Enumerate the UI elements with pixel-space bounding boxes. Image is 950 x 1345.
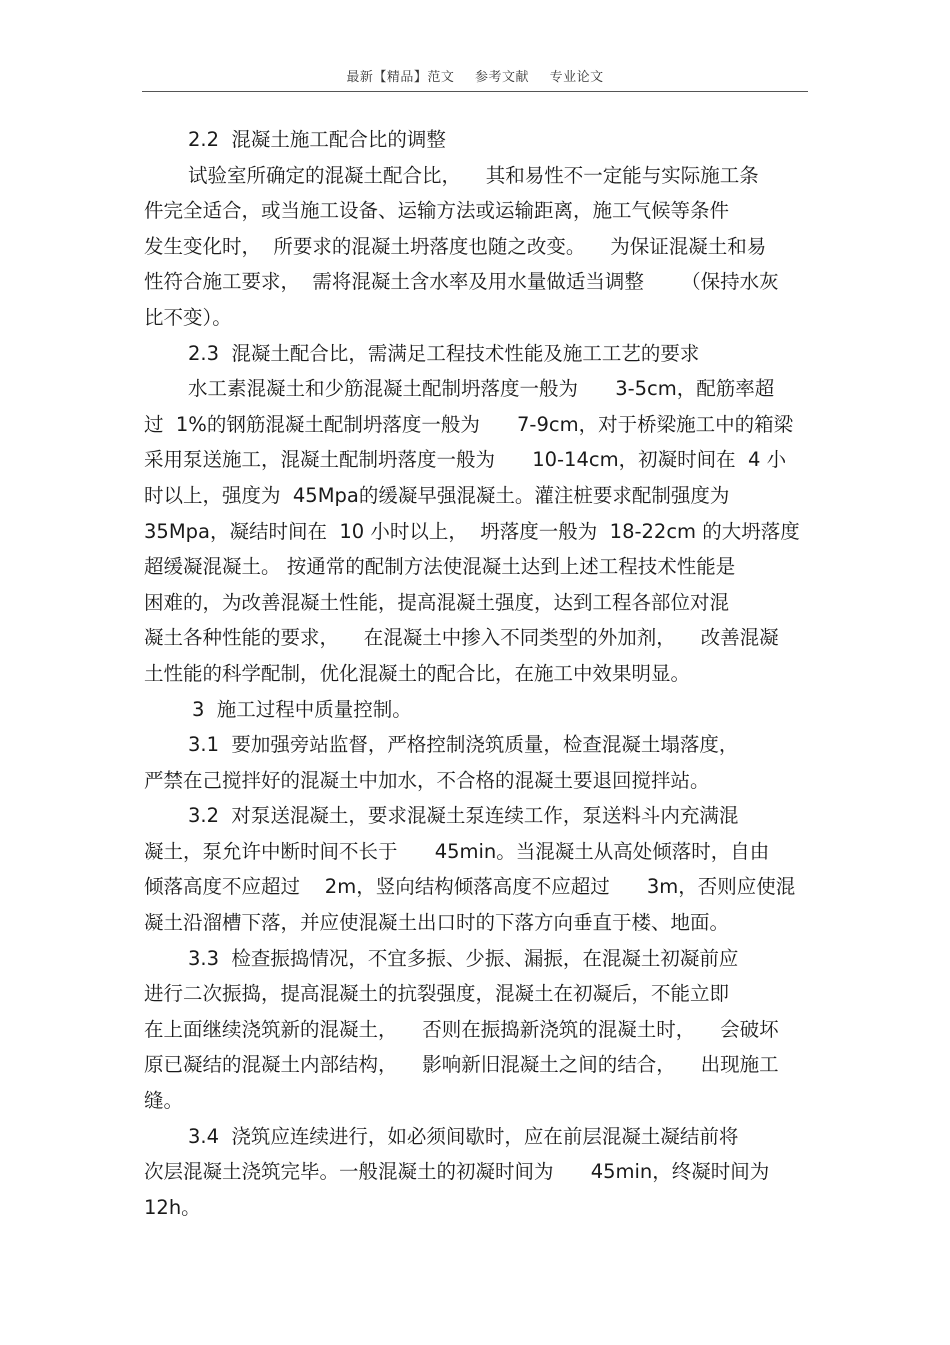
text-line: 凝土沿溜槽下落，并应使混凝土出口时的下落方向垂直于楼、地面。	[144, 911, 730, 935]
text-line: 原已凝结的混凝土内部结构， 影响新旧混凝土之间的结合， 出现施工	[144, 1053, 779, 1077]
text-line: 凝土各种性能的要求， 在混凝土中掺入不同类型的外加剂， 改善混凝	[144, 626, 779, 650]
text-line: 时以上，强度为 45Mpa的缓凝早强混凝土。灌注桩要求配制强度为	[144, 483, 730, 507]
text-line: 凝土，泵允许中断时间不长于 45min。当混凝土从高处倾落时，自由	[144, 839, 770, 863]
text-line: 件完全适合，或当施工设备、运输方法或运输距离，施工气候等条件	[144, 199, 730, 223]
text-line: 试验室所确定的混凝土配合比， 其和易性不一定能与实际施工条	[188, 163, 759, 187]
header-item-lunwen: 专业论文	[549, 70, 604, 85]
text-line: 进行二次振捣，提高混凝土的抗裂强度，混凝土在初凝后，不能立即	[144, 982, 730, 1006]
text-line: 土性能的科学配制，优化混凝土的配合比，在施工中效果明显。	[144, 661, 691, 685]
text-line: 采用泵送施工，混凝土配制坍落度一般为 10-14cm，初凝时间在 4 小	[144, 448, 787, 472]
header-item-fanwen: 最新【精品】范文	[346, 70, 455, 85]
text-line: 3.4 浇筑应连续进行，如必须间歇时，应在前层混凝土凝结前将	[188, 1124, 739, 1148]
text-line: 严禁在己搅拌好的混凝土中加水，不合格的混凝土要退回搅拌站。	[144, 768, 710, 792]
page-header	[0, 66, 950, 85]
text-line: 2.3 混凝土配合比，需满足工程技术性能及施工工艺的要求	[188, 341, 700, 365]
text-line: 35Mpa，凝结时间在 10 小时以上， 坍落度一般为 18-22cm 的大坍落度	[144, 519, 800, 543]
text-line: 在上面继续浇筑新的混凝土， 否则在振捣新浇筑的混凝土时， 会破坏	[144, 1017, 779, 1041]
document-body	[144, 122, 808, 1225]
text-line: 发生变化时， 所要求的混凝土坍落度也随之改变。 为保证混凝土和易	[144, 234, 767, 258]
text-line: 3.2 对泵送混凝土，要求混凝土泵连续工作，泵送料斗内充满混	[188, 804, 739, 828]
text-line: 3 施工过程中质量控制。	[192, 697, 412, 721]
text-line: 困难的，为改善混凝土性能，提高混凝土强度，达到工程各部位对混	[144, 590, 730, 614]
text-line: 过 1%的钢筋混凝土配制坍落度一般为 7-9cm，对于桥梁施工中的箱梁	[144, 412, 794, 436]
text-line: 3.1 要加强旁站监督，严格控制浇筑质量，检查混凝土塌落度，	[188, 733, 739, 757]
text-line: 2.2 混凝土施工配合比的调整	[188, 128, 446, 151]
header-item-cankao: 参考文献	[474, 70, 529, 85]
text-line: 次层混凝土浇筑完毕。一般混凝土的初凝时间为 45min，终凝时间为	[144, 1160, 770, 1184]
text-line: 水工素混凝土和少筋混凝土配制坍落度一般为 3-5cm，配筋率超	[188, 377, 775, 401]
header-rule	[142, 91, 808, 92]
text-line: 12h。	[144, 1195, 201, 1219]
text-line: 比不变）。	[144, 305, 232, 329]
text-line: 超缓凝混凝土。 按通常的配制方法使混凝土达到上述工程技术性能是	[144, 555, 736, 579]
text-line: 缝。	[144, 1089, 184, 1113]
text-line: 性符合施工要求， 需将混凝土含水率及用水量做适当调整 （保持水灰	[144, 270, 779, 294]
text-line: 3.3 检查振捣情况，不宜多振、少振、漏振，在混凝土初凝前应	[188, 946, 739, 970]
text-line: 倾落高度不应超过 2m，竖向结构倾落高度不应超过 3m，否则应使混	[144, 875, 796, 899]
